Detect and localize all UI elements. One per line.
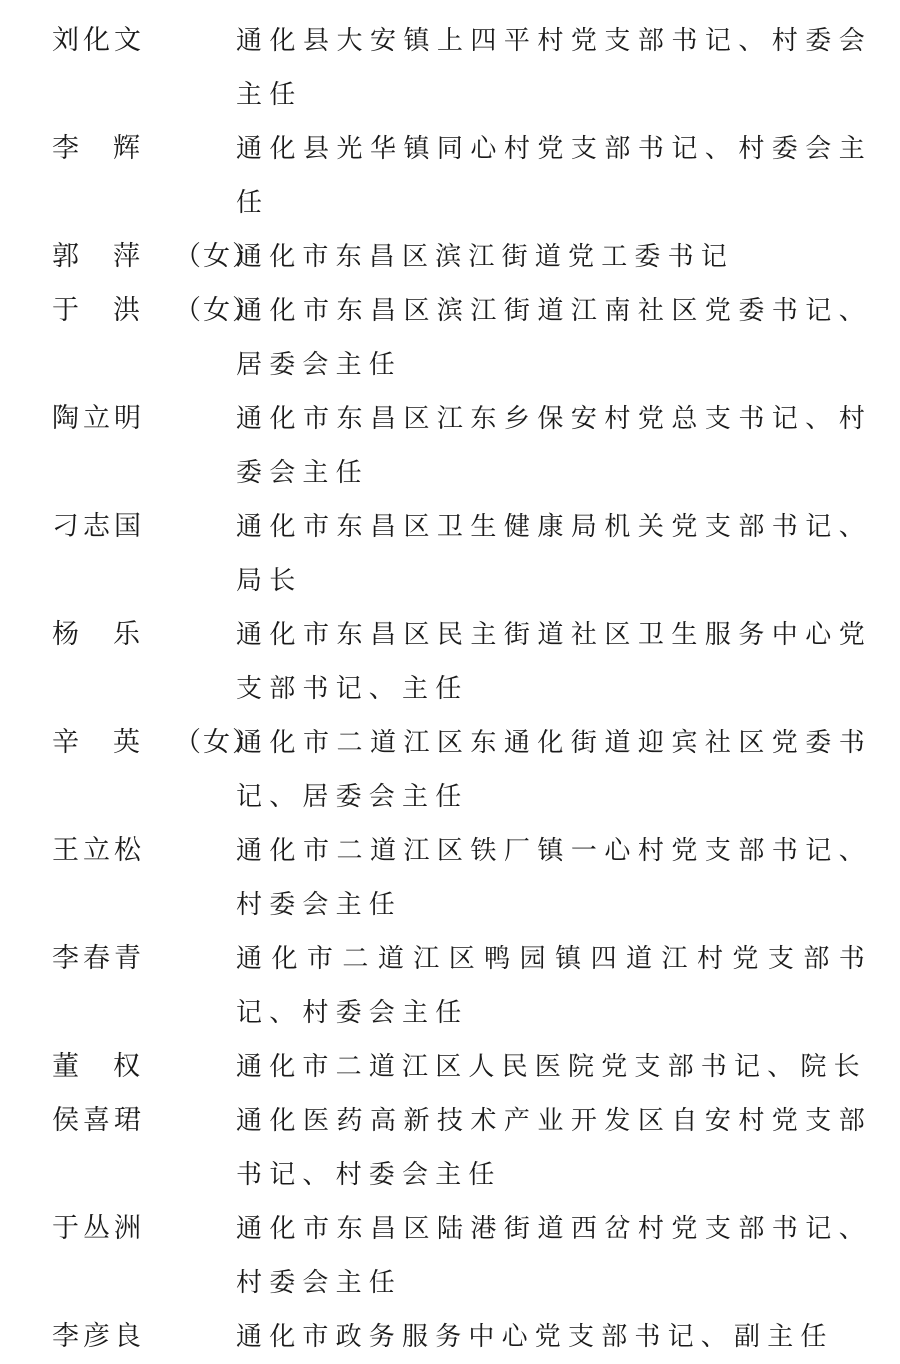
list-item (52, 932, 872, 1040)
person-name: 李彦良 (52, 1321, 145, 1352)
person-title: 通化市东昌区江东乡保安村党总支书记、村委会主任 (236, 404, 872, 488)
person-title: 通化市东昌区民主街道社区卫生服务中心党支部书记、主任 (236, 620, 872, 704)
person-name: 于洪（女） (52, 295, 261, 326)
person-name: 刘化文 (52, 25, 145, 56)
list-item (52, 122, 872, 230)
list-item (52, 392, 872, 500)
person-name: 刁志国 (52, 511, 145, 542)
list-item (52, 824, 872, 932)
list-item (52, 230, 872, 284)
person-name: 侯喜珺 (52, 1105, 145, 1136)
person-name: 杨乐 (52, 619, 174, 650)
person-title: 通化市政务服务中心党支部书记、副主任 (236, 1322, 834, 1352)
person-name: 陶立明 (52, 403, 145, 434)
person-title: 通化市东昌区滨江街道江南社区党委书记、居委会主任 (236, 296, 872, 380)
person-title: 通化市东昌区滨江街道党工委书记 (236, 242, 735, 272)
person-title: 通化市东昌区卫生健康局机关党支部书记、局长 (236, 512, 872, 596)
person-title: 通化市东昌区陆港街道西岔村党支部书记、村委会主任 (236, 1214, 872, 1298)
list-item (52, 500, 872, 608)
person-name: 李春青 (52, 943, 145, 974)
list-item (52, 1202, 872, 1310)
person-title: 通化县大安镇上四平村党支部书记、村委会主任 (236, 26, 872, 110)
person-name: 李辉 (52, 133, 174, 164)
person-name: 王立松 (52, 835, 145, 866)
list-item (52, 14, 872, 122)
person-name: 郭萍（女） (52, 241, 261, 272)
person-name: 于丛洲 (52, 1213, 145, 1244)
list-item (52, 608, 872, 716)
person-title: 通化市二道江区东通化街道迎宾社区党委书记、居委会主任 (236, 728, 872, 812)
list-item (52, 1094, 872, 1202)
personnel-list (52, 14, 872, 1364)
person-title: 通化市二道江区人民医院党支部书记、院长 (236, 1052, 867, 1082)
list-item (52, 716, 872, 824)
person-title: 通化市二道江区铁厂镇一心村党支部书记、村委会主任 (236, 836, 872, 920)
person-title: 通化县光华镇同心村党支部书记、村委会主任 (236, 134, 872, 218)
list-item (52, 1040, 872, 1094)
person-title: 通化医药高新技术产业开发区自安村党支部书记、村委会主任 (236, 1106, 872, 1190)
list-item (52, 1310, 872, 1364)
person-name: 辛英（女） (52, 727, 261, 758)
person-name: 董权 (52, 1051, 174, 1082)
list-item (52, 284, 872, 392)
person-title: 通化市二道江区鸭园镇四道江村党支部书记、村委会主任 (236, 944, 872, 1028)
